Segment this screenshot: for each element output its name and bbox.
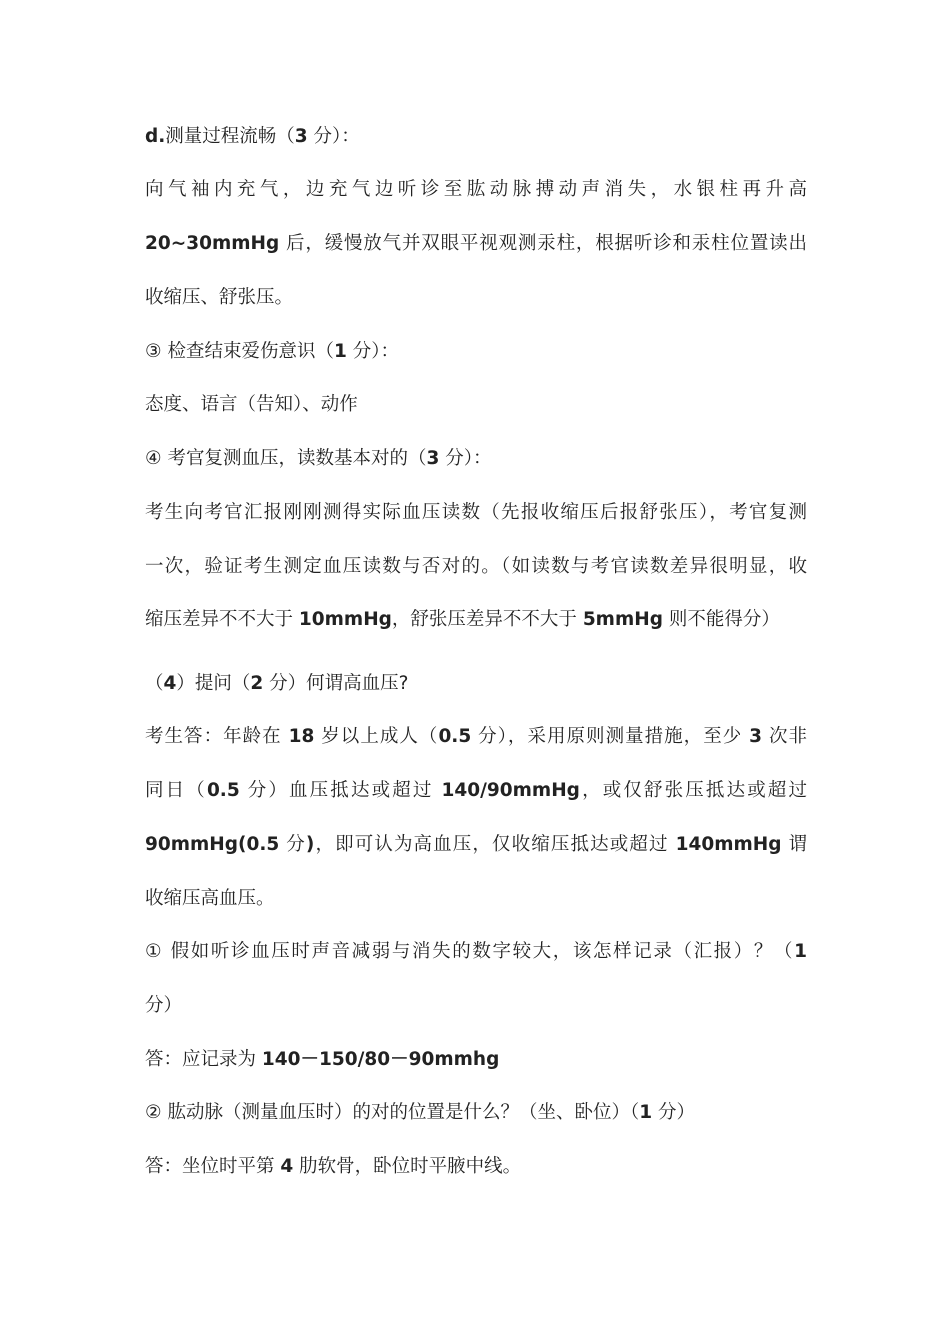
bold-text-run: 1: [333, 341, 347, 362]
bold-text-run: 2: [250, 673, 264, 694]
text-run: 肋软骨，卧位时平腋中线。: [293, 1156, 522, 1177]
text-run: ③ 检查结束爱伤意识（: [145, 341, 334, 362]
text-line: [145, 1152, 807, 1182]
text-line: [145, 722, 807, 752]
bold-text-run: 4: [163, 673, 177, 694]
text-run: ）提问（: [176, 673, 251, 694]
text-line: [145, 283, 807, 313]
text-run: 分）: [145, 995, 183, 1016]
text-line: [145, 175, 807, 205]
text-run: （: [145, 673, 164, 694]
bold-text-run: 140/90mmHg: [441, 780, 580, 801]
text-run: 后，缓慢放气并双眼平视观测汞柱，根据听诊和汞柱位置读出: [279, 233, 807, 254]
bold-text-run: 140－150/80－90mmhg: [261, 1049, 500, 1070]
text-run: 分）：: [439, 448, 492, 469]
text-line: [145, 776, 807, 806]
bold-text-run: 3: [294, 126, 308, 147]
bold-text-run: 0.5: [206, 780, 240, 801]
text-line: [145, 669, 807, 699]
text-run: 收缩压、舒张压。: [145, 287, 294, 308]
text-line: [145, 884, 807, 914]
text-run: 向气袖内充气，边充气边听诊至肱动脉搏动声消失，水银柱再升高: [145, 179, 807, 200]
text-run: 答：应记录为: [145, 1049, 262, 1070]
text-run: 考生向考官汇报刚刚测得实际血压读数（先报收缩压后报舒张压），考官复测: [145, 502, 807, 523]
bold-text-run: 10mmHg: [298, 609, 392, 630]
text-run: 分: [279, 834, 306, 855]
bold-text-run: 3: [426, 448, 440, 469]
text-run: 分），采用原则测量措施，至少: [471, 726, 750, 747]
text-line: [145, 937, 807, 967]
text-run: 则不能得分）: [662, 609, 780, 630]
bold-text-run: 20~30mmHg: [145, 233, 280, 254]
text-run: ，即可认为高血压，仅收缩压抵达或超过: [314, 834, 676, 855]
bold-text-run: ): [305, 834, 315, 855]
bold-text-run: 18: [288, 726, 315, 747]
text-line: [145, 830, 807, 860]
bold-text-run: 140mmHg: [675, 834, 782, 855]
text-run: 岁以上成人（: [314, 726, 439, 747]
bold-text-run: 0.5: [438, 726, 472, 747]
bold-text-run: 5mmHg: [582, 609, 663, 630]
text-line: [145, 444, 807, 474]
text-line: [145, 1098, 807, 1128]
text-run: ④ 考官复测血压，读数基本对的（: [145, 448, 427, 469]
text-run: 一次，验证考生测定血压读数与否对的。（如读数与考官读数差异很明显，收: [145, 556, 807, 577]
bold-text-run: 90mmHg(0.5: [145, 834, 280, 855]
bold-text-run: 3: [749, 726, 763, 747]
text-run: ① 假如听诊血压时声音减弱与消失的数字较大，该怎样记录（汇报）？（: [145, 941, 795, 962]
text-line: [145, 390, 807, 420]
text-line: [145, 1045, 807, 1075]
text-run: 分）: [652, 1102, 695, 1123]
bold-text-run: 4: [280, 1156, 294, 1177]
text-run: 分）血压抵达或超过: [239, 780, 442, 801]
text-line: [145, 991, 807, 1021]
bold-text-run: d.: [145, 126, 166, 147]
text-run: 分）何谓高血压?: [263, 673, 409, 694]
text-run: 答：坐位时平第: [145, 1156, 281, 1177]
text-run: 分）：: [307, 126, 360, 147]
text-line: [145, 229, 807, 259]
text-line: [145, 552, 807, 582]
text-line: [145, 498, 807, 528]
text-run: ② 肱动脉（测量血压时）的对的位置是什么？（坐、卧位）（: [145, 1102, 640, 1123]
text-run: ，舒张压差异不不大于: [391, 609, 583, 630]
text-run: ，或仅舒张压抵达或超过: [579, 780, 807, 801]
text-run: 态度、语言（告知）、动作: [145, 394, 358, 415]
text-run: 测量过程流畅（: [165, 126, 295, 147]
bold-text-run: 1: [639, 1102, 653, 1123]
text-line: [145, 337, 807, 367]
bold-text-run: 1: [794, 941, 807, 962]
text-run: 分）：: [346, 341, 399, 362]
text-run: 谓: [781, 834, 807, 855]
text-run: 次非: [762, 726, 807, 747]
text-run: 同日（: [145, 780, 207, 801]
text-run: 收缩压高血压。: [145, 888, 275, 909]
text-run: 考生答：年龄在: [145, 726, 289, 747]
text-line: [145, 122, 807, 152]
text-line: [145, 605, 807, 635]
text-run: 缩压差异不不大于: [145, 609, 299, 630]
